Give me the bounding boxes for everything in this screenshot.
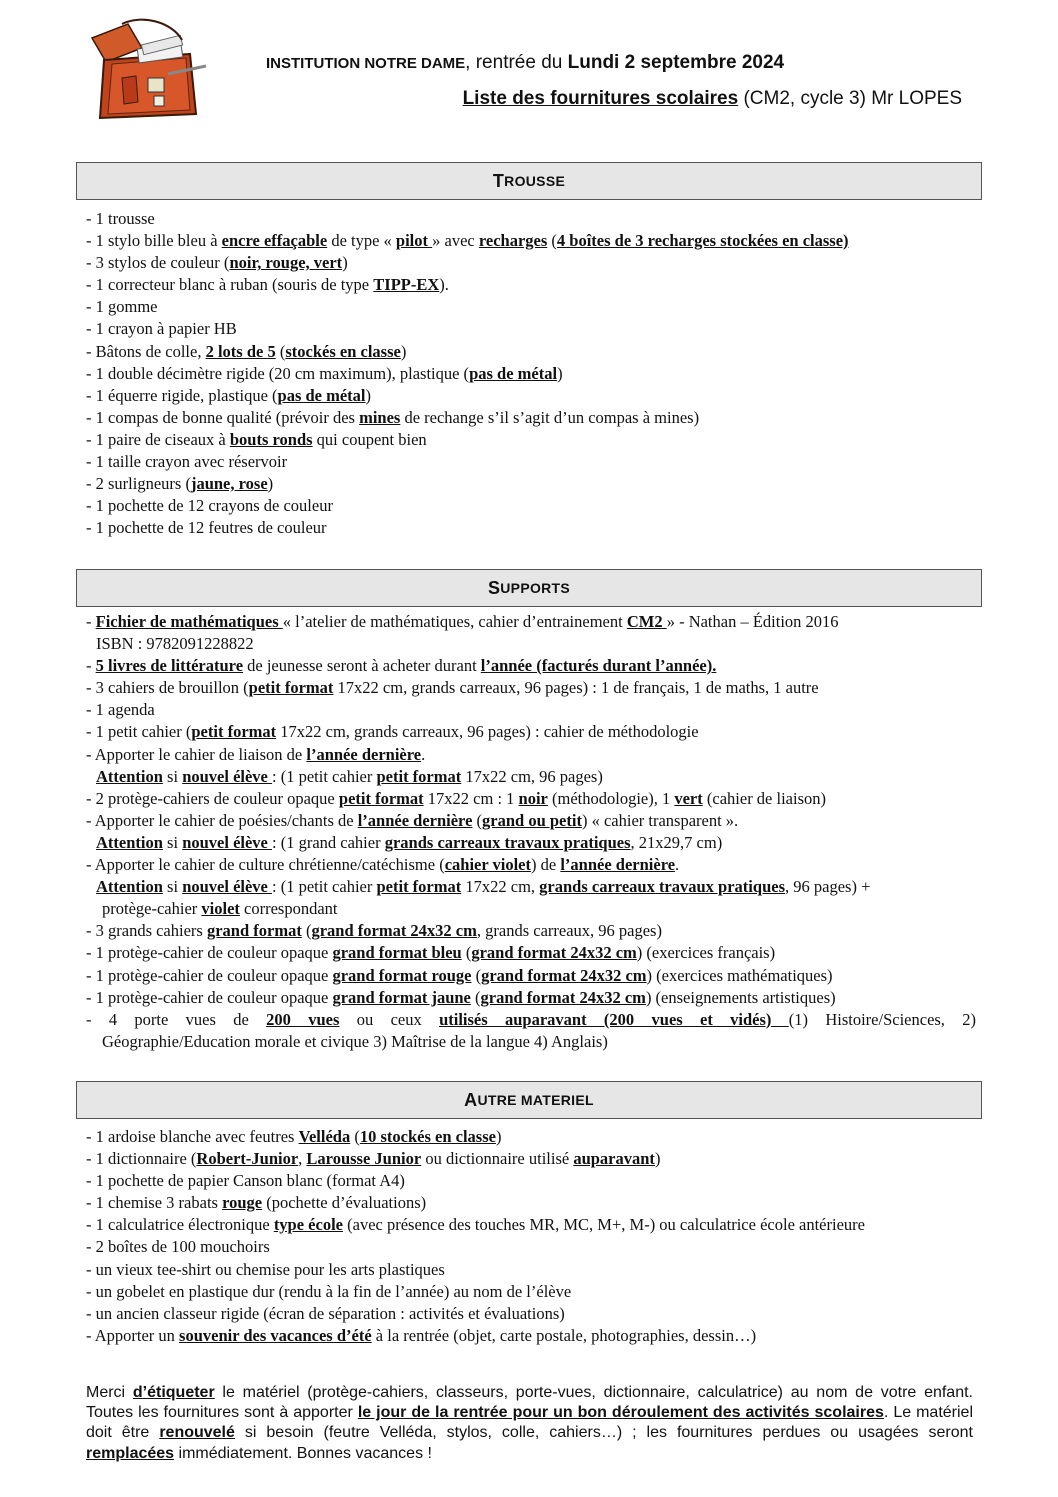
emphasis-text: grand format (206, 921, 302, 941)
text-run: de type « (327, 231, 396, 251)
text-run: - 1 pochette de papier Canson blanc (format A4) (86, 1171, 405, 1191)
text-run: - 2 boîtes de 100 mouchoirs (86, 1237, 270, 1257)
text-run: - 1 gomme (86, 297, 158, 317)
supports-item (86, 677, 976, 699)
trousse-item (86, 385, 976, 407)
emphasis-text: Fichier de mathématiques (95, 612, 283, 631)
text-run: - un ancien classeur rigide (écran de séparation : activités et évaluations) (86, 1303, 565, 1323)
emphasis-text: grand format bleu (332, 943, 462, 963)
text-run: ( (275, 341, 286, 361)
emphasis-text: rouge (222, 1193, 263, 1213)
supports-item (86, 1009, 976, 1031)
emphasis-text: l’année dernière (357, 810, 473, 830)
list-class: (CM2, cycle 3) Mr LOPES (738, 88, 962, 109)
emphasis-text: recharges (478, 231, 548, 251)
trousse-list (86, 208, 976, 539)
text-run: ou dictionnaire utilisé (421, 1149, 574, 1169)
text-run: ) (342, 253, 348, 273)
emphasis-text: violet (201, 899, 240, 919)
text-run: . Le matériel doit être (86, 1404, 974, 1442)
text-run: Géographie/Education morale et civique 3) Maîtrise de la langue 4) Anglais) (102, 1031, 608, 1051)
text-run: - 1 protège-cahier de couleur opaque (86, 987, 333, 1007)
emphasis-text: grands carreaux travaux pratiques (539, 877, 785, 897)
supports-item (86, 699, 976, 721)
supports-item (86, 721, 976, 743)
text-run: 17x22 cm, grands carreaux, 96 pages) : 1 de français, 1 de maths, 1 autre (333, 678, 819, 698)
text-run: ( (301, 921, 312, 941)
section-header-supports (76, 569, 982, 607)
emphasis-text: auparavant (573, 1149, 655, 1169)
trousse-item (86, 252, 976, 274)
trousse-initial: T (492, 170, 505, 191)
text-run: si (162, 766, 183, 786)
autre-list (86, 1126, 976, 1347)
text-run: - 1 correcteur blanc à ruban (souris de type (86, 275, 374, 295)
text-run: - Bâtons de colle, (86, 341, 206, 361)
emphasis-text: encre effaçable (221, 231, 328, 251)
autre-item (86, 1259, 976, 1281)
emphasis-text: Velléda (298, 1127, 351, 1146)
supports-item (86, 942, 976, 964)
emphasis-text: l’année dernière (560, 855, 676, 875)
text-run: (1) Histoire/Sciences, 2) (788, 1009, 977, 1029)
supports-item (86, 611, 976, 633)
emphasis-text: Attention (96, 877, 163, 897)
text-run: - 3 stylos de couleur ( (86, 253, 230, 273)
text-run: - 2 surligneurs ( (86, 474, 191, 494)
emphasis-text: 4 boîtes de 3 recharges stockées en classe) (556, 231, 849, 251)
emphasis-text: nouvel élève (182, 832, 273, 852)
text-run: (méthodologie), 1 (547, 788, 675, 808)
text-run: ( (471, 965, 482, 985)
rentree-prefix: , rentrée du (465, 52, 568, 73)
emphasis-text: bouts ronds (229, 429, 313, 449)
emphasis-text: l’année dernière (306, 744, 422, 764)
text-run: - Apporter le cahier de liaison de (86, 744, 307, 764)
emphasis-text: grand format 24x32 cm (480, 987, 646, 1007)
text-run: : (1 petit cahier (272, 877, 377, 897)
autre-item (86, 1192, 976, 1214)
trousse-item (86, 341, 976, 363)
text-run: - 1 petit cahier ( (86, 722, 192, 742)
text-run: - (86, 612, 96, 631)
emphasis-text: CM2 (626, 612, 667, 631)
trousse-item (86, 363, 976, 385)
text-run: ( (470, 987, 481, 1007)
emphasis-text: grand ou petit (482, 810, 582, 830)
emphasis-text: nouvel élève (182, 766, 273, 786)
text-run: 17x22 cm : 1 (423, 788, 519, 808)
text-run: ) « cahier transparent ». (581, 810, 739, 830)
emphasis-text: mines (359, 407, 401, 427)
supports-item (86, 633, 976, 655)
emphasis-text: Larousse Junior (306, 1149, 422, 1169)
trousse-rest: ROUSSE (504, 173, 566, 189)
text-run: si (162, 832, 183, 852)
text-run: ISBN : 9782091228822 (96, 634, 254, 654)
emphasis-text: grand format jaune (332, 987, 471, 1007)
text-run: , (298, 1149, 307, 1169)
text-run: - Apporter le cahier de poésies/chants de (86, 810, 358, 830)
text-run: ) (654, 1149, 661, 1169)
supports-item (86, 810, 976, 832)
emphasis-text: grand format 24x32 cm (311, 921, 477, 941)
text-run: - 1 agenda (86, 700, 155, 720)
text-run: - Apporter un (86, 1325, 180, 1345)
emphasis-text: noir (518, 788, 548, 808)
text-run: 17x22 cm, (461, 877, 540, 897)
text-run: protège-cahier (102, 899, 202, 919)
text-run: 17x22 cm, 96 pages) (461, 766, 603, 786)
text-run: ) de (531, 855, 561, 875)
emphasis-text: pas de métal (277, 385, 366, 405)
text-run: - 1 stylo bille bleu à (86, 231, 222, 251)
text-run: » avec (432, 231, 479, 251)
emphasis-text: 200 vues (266, 1009, 340, 1029)
emphasis-text: nouvel élève (182, 877, 273, 897)
autre-item (86, 1148, 976, 1170)
trousse-item (86, 274, 976, 296)
supports-initial: S (487, 577, 501, 598)
trousse-item (86, 451, 976, 473)
supports-item (86, 832, 976, 854)
text-run: - 1 paire de ciseaux à (86, 429, 230, 449)
text-run: de rechange s’il s’agit d’un compas à mines) (400, 407, 700, 427)
emphasis-text: Attention (96, 766, 163, 786)
text-run: - Apporter le cahier de culture chrétienne/catéchisme ( (86, 855, 445, 875)
emphasis-text: stockés en classe (285, 341, 401, 361)
text-run: qui coupent bien (312, 429, 427, 449)
emphasis-text: l’année (facturés durant l’année). (480, 656, 717, 676)
header-line-1 (266, 52, 784, 74)
text-run: ). (439, 275, 449, 295)
text-run: ( (547, 231, 557, 251)
supports-item (86, 788, 976, 810)
text-run: ( (461, 943, 472, 963)
emphasis-text: petit format (191, 722, 277, 742)
supports-item (86, 744, 976, 766)
text-run: - 1 protège-cahier de couleur opaque (86, 943, 333, 963)
emphasis-text: remplacées (86, 1444, 175, 1462)
text-run: ( (350, 1127, 360, 1146)
institution-name: INSTITUTION NOTRE DAME (266, 55, 466, 72)
emphasis-text: TIPP-EX (373, 275, 440, 295)
emphasis-text: Robert-Junior (196, 1149, 299, 1169)
text-run: » - Nathan – Édition 2016 (666, 612, 839, 631)
text-run: - 2 protège-cahiers de couleur opaque (86, 788, 339, 808)
school-bag-logo (82, 18, 208, 120)
text-run: ( (472, 810, 483, 830)
text-run: (avec présence des touches MR, MC, M+, M-) ou calculatrice école antérieure (343, 1215, 865, 1235)
text-run: - 3 cahiers de brouillon ( (86, 678, 249, 698)
autre-item (86, 1281, 976, 1303)
text-run: : (1 petit cahier (272, 766, 377, 786)
emphasis-text: pilot (395, 231, 433, 251)
text-run: ) (exercices mathématiques) (646, 965, 833, 985)
text-run: si (162, 877, 183, 897)
header-line-2 (463, 88, 962, 110)
emphasis-text: petit format (338, 788, 424, 808)
emphasis-text: grand format 24x32 cm (471, 943, 637, 963)
trousse-item (86, 473, 976, 495)
text-run: - 1 trousse (86, 209, 155, 228)
rentree-date: Lundi 2 septembre 2024 (567, 52, 785, 73)
text-run: - 1 dictionnaire ( (86, 1149, 197, 1169)
text-run: ou ceux (339, 1009, 440, 1029)
text-run: immédiatement. Bonnes vacances ! (174, 1444, 432, 1462)
emphasis-text: Attention (96, 832, 163, 852)
emphasis-text: vert (674, 788, 703, 808)
section-header-trousse (76, 162, 982, 200)
text-run: - 1 équerre rigide, plastique ( (86, 385, 278, 405)
emphasis-text: renouvelé (159, 1424, 235, 1442)
text-run: (cahier de liaison) (702, 788, 826, 808)
text-run: , 21x29,7 cm) (630, 832, 723, 852)
supports-item (86, 655, 976, 677)
trousse-item (86, 208, 976, 230)
text-run: - 1 double décimètre rigide (20 cm maximum), plastique ( (86, 363, 470, 383)
supports-item (86, 854, 976, 876)
text-run: ) (enseignements artistiques) (645, 987, 836, 1007)
text-run: ) (495, 1127, 502, 1146)
emphasis-text: d’étiqueter (132, 1384, 215, 1401)
autre-item (86, 1236, 976, 1258)
supports-item (86, 920, 976, 942)
text-run: - un gobelet en plastique dur (rendu à la fin de l’année) au nom de l’élève (86, 1281, 572, 1301)
supports-item (86, 898, 976, 920)
text-run: - 1 ardoise blanche avec feutres (86, 1127, 299, 1146)
text-run: - 1 crayon à papier HB (86, 319, 237, 339)
text-run: - 1 calculatrice électronique (86, 1215, 274, 1235)
section-header-autre (76, 1081, 982, 1119)
emphasis-text: petit format (376, 766, 462, 786)
autre-rest: UTRE MATERIEL (477, 1092, 594, 1108)
emphasis-text: 5 livres de littérature (95, 656, 244, 676)
list-title: Liste des fournitures scolaires (462, 88, 739, 109)
text-run: , 96 pages) + (785, 877, 871, 897)
text-run: - 1 pochette de 12 feutres de couleur (86, 518, 327, 538)
supports-item (86, 965, 976, 987)
footer-note (86, 1383, 973, 1464)
emphasis-text: grand format 24x32 cm (481, 965, 647, 985)
trousse-item (86, 296, 976, 318)
text-run: - 1 taille crayon avec réservoir (86, 452, 288, 472)
trousse-item (86, 230, 976, 252)
text-run: - 1 compas de bonne qualité (prévoir des (86, 407, 360, 427)
autre-item (86, 1303, 976, 1325)
autre-item (86, 1126, 976, 1148)
text-run: 17x22 cm, grands carreaux, 96 pages) : cahier de méthodologie (276, 722, 699, 742)
supports-item (86, 766, 976, 788)
emphasis-text: noir, rouge, vert (229, 253, 343, 273)
text-run: ) (365, 385, 372, 405)
text-run: - un vieux tee-shirt ou chemise pour les arts plastiques (86, 1259, 445, 1279)
text-run: si besoin (feutre Velléda, stylos, colle, cahiers…) ; les fournitures perdues ou usagées seront (234, 1424, 973, 1442)
text-run: de jeunesse seront à acheter durant (243, 656, 481, 676)
emphasis-text: grand format rouge (332, 965, 472, 985)
text-run: le matériel (protège-cahiers, classeurs, porte-vues, dictionnaire, calculatrice) au nom de votre enfant. Toutes les fournitures sont à apporter (86, 1384, 973, 1422)
emphasis-text: type école (273, 1215, 343, 1235)
text-run: ) (267, 474, 274, 494)
emphasis-text: 2 lots de 5 (205, 341, 276, 361)
emphasis-text: petit format (248, 678, 334, 698)
emphasis-text: pas de métal (469, 363, 558, 383)
autre-item (86, 1170, 976, 1192)
text-run: ) (400, 341, 407, 361)
text-run: , grands carreaux, 96 pages) (476, 921, 662, 941)
trousse-item (86, 318, 976, 340)
text-run: : (1 grand cahier (272, 832, 385, 852)
text-run: ) (exercices français) (636, 943, 776, 963)
text-run: - 4 porte vues de (86, 1009, 267, 1029)
text-run: . (675, 855, 680, 875)
autre-initial: A (464, 1089, 478, 1110)
supports-list (86, 611, 976, 1053)
emphasis-text: le jour de la rentrée pour un bon déroulement des activités scolaires (357, 1404, 884, 1422)
text-run: - 1 pochette de 12 crayons de couleur (86, 496, 333, 516)
emphasis-text: 10 stockés en classe (359, 1127, 496, 1146)
text-run: - (86, 656, 96, 676)
trousse-item (86, 407, 976, 429)
text-run: - 1 chemise 3 rabats (86, 1193, 223, 1213)
supports-rest: UPPORTS (500, 580, 571, 596)
supports-item (86, 1031, 976, 1053)
autre-item (86, 1214, 976, 1236)
supports-item (86, 987, 976, 1009)
emphasis-text: cahier violet (444, 855, 531, 875)
autre-item (86, 1325, 976, 1347)
emphasis-text: utilisés auparavant (200 vues et vidés) (439, 1009, 789, 1029)
emphasis-text: grands carreaux travaux pratiques (384, 832, 631, 852)
text-run: - 1 protège-cahier de couleur opaque (86, 965, 333, 985)
text-run: « l’atelier de mathématiques, cahier d’entrainement (282, 612, 627, 631)
text-run: (pochette d’évaluations) (262, 1193, 427, 1213)
emphasis-text: jaune, rose (190, 474, 268, 494)
text-run: - 3 grands cahiers (86, 921, 207, 941)
text-run: correspondant (239, 899, 338, 919)
emphasis-text: petit format (376, 877, 462, 897)
text-run: à la rentrée (objet, carte postale, photographies, dessin…) (371, 1325, 757, 1345)
supports-item (86, 876, 976, 898)
trousse-item (86, 495, 976, 517)
text-run: . (421, 744, 426, 764)
trousse-item (86, 517, 976, 539)
emphasis-text: souvenir des vacances d’été (179, 1325, 372, 1345)
text-run: ) (557, 363, 563, 383)
text-run: Merci (86, 1384, 133, 1401)
trousse-item (86, 429, 976, 451)
